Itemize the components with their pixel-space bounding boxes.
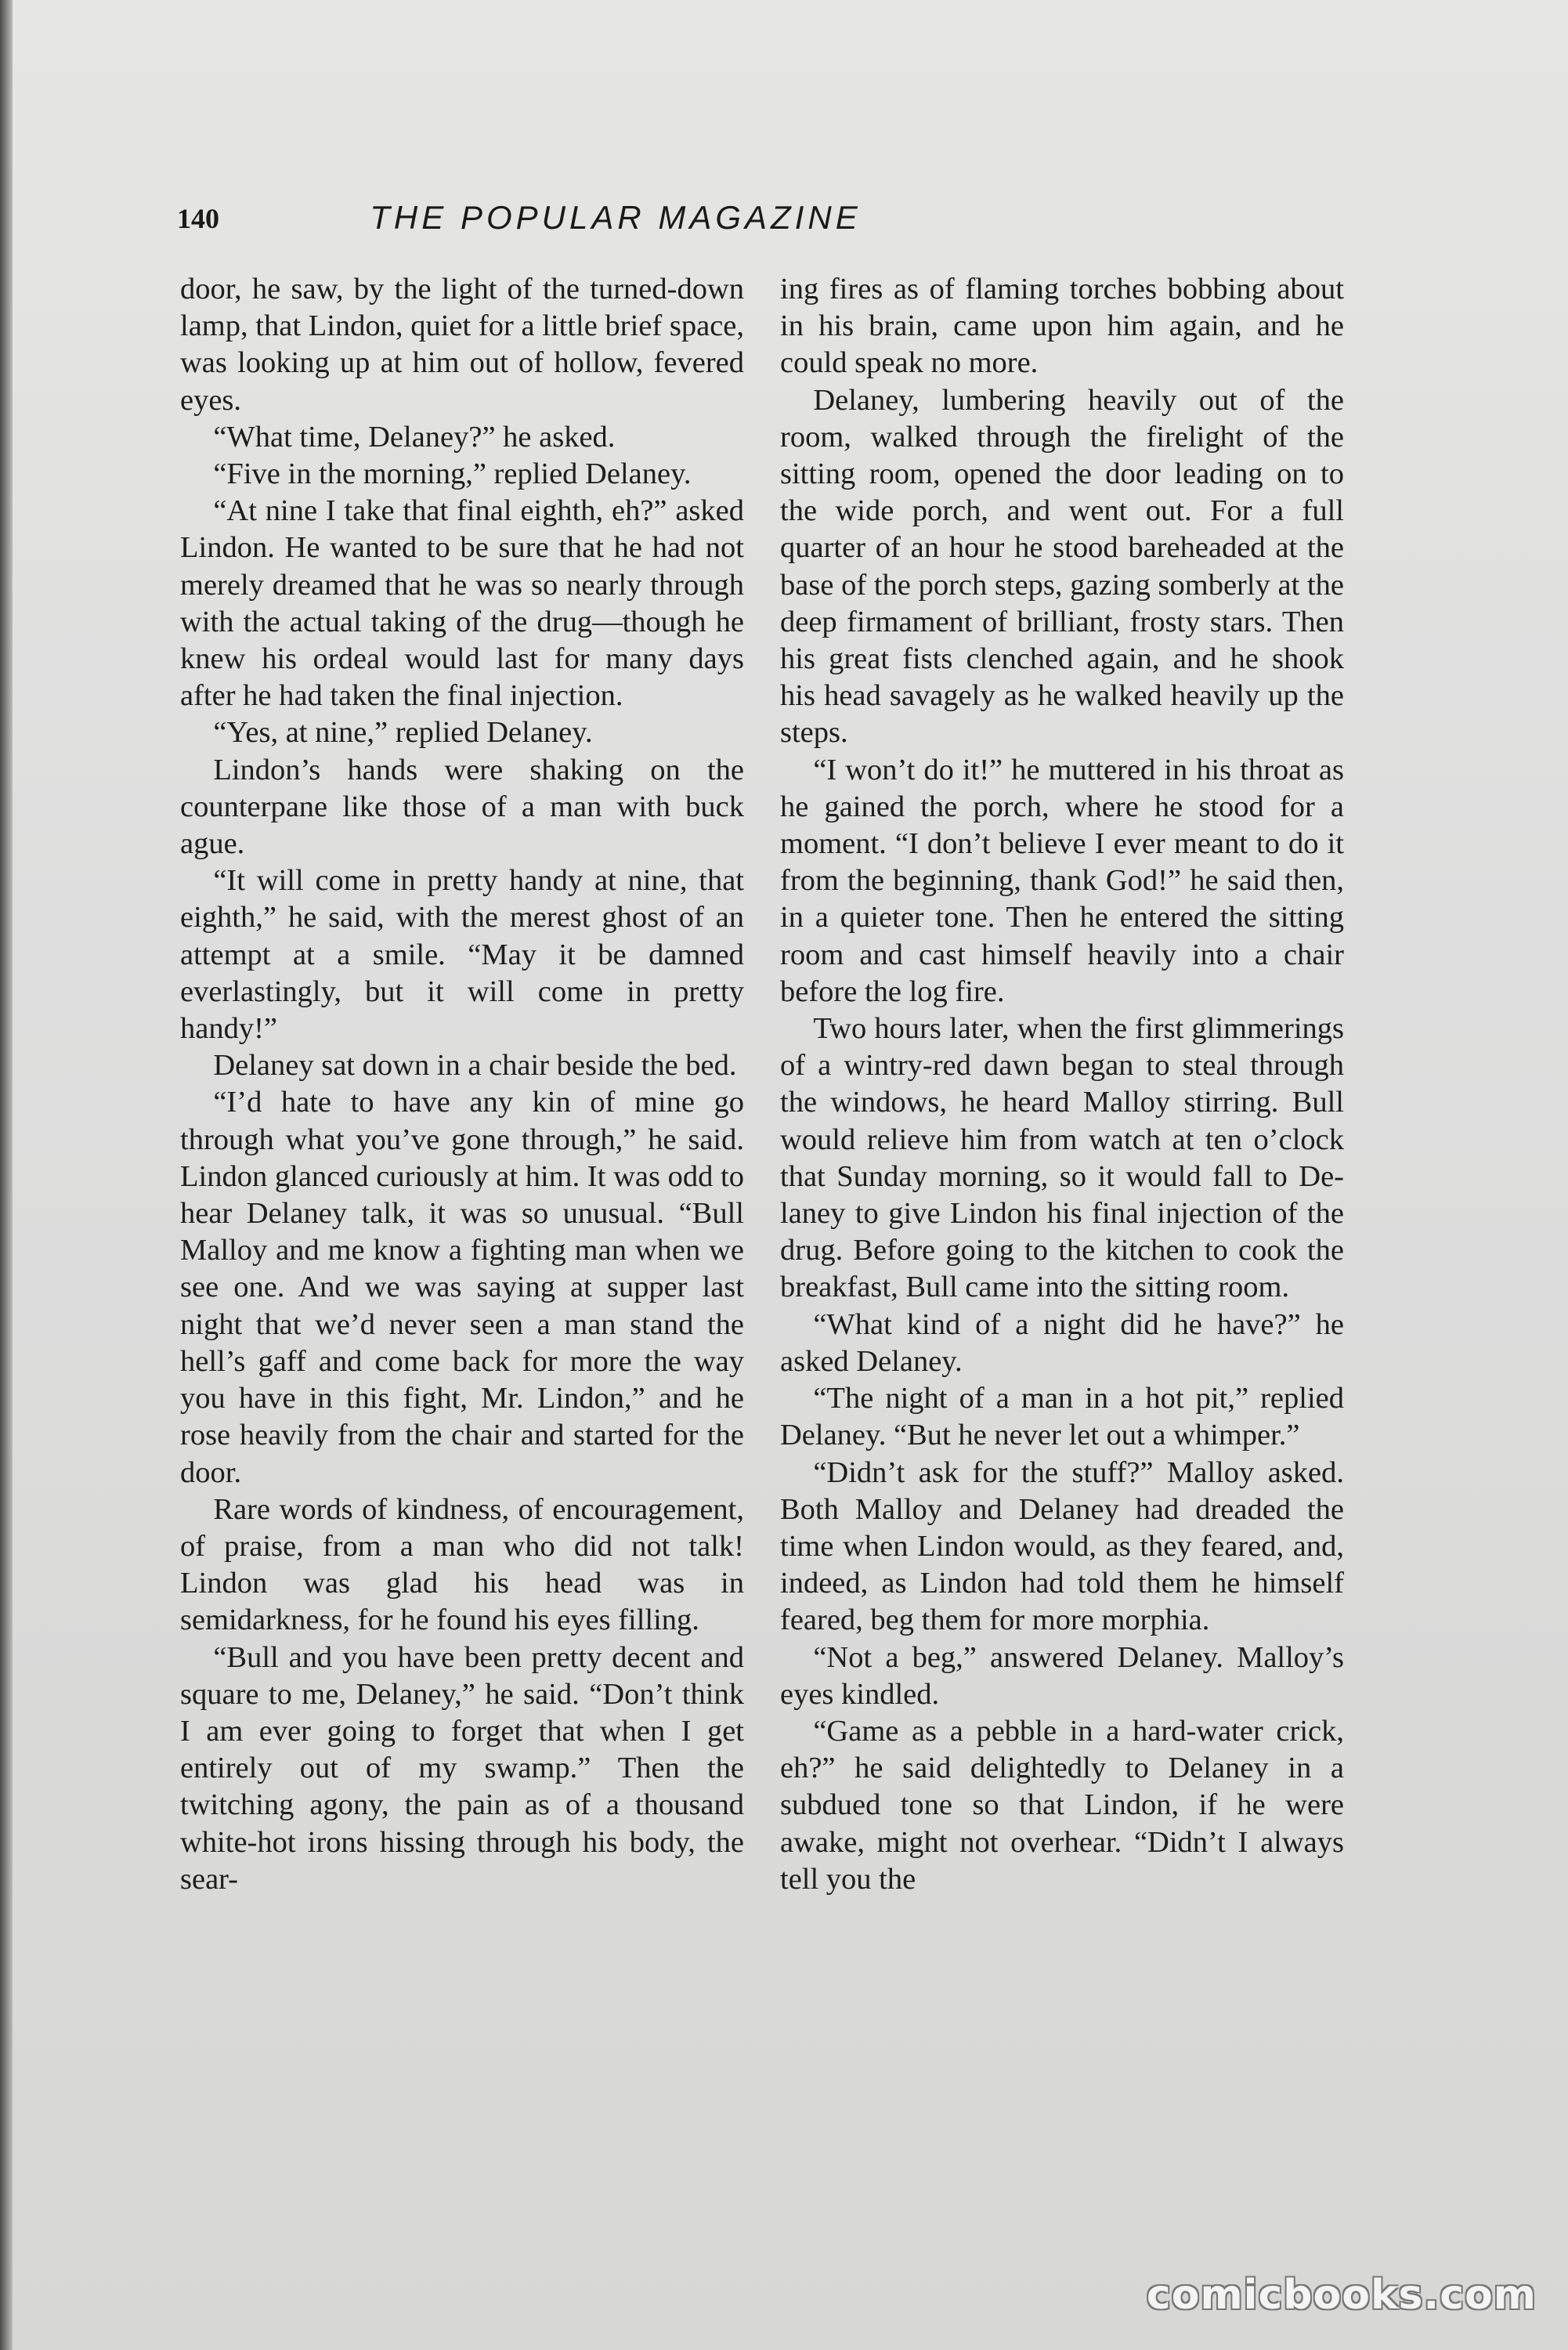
paragraph: “Bull and you have been pretty decent and square to me, Delaney,” he said. “Don’t think I am ever going to forget that when I get entirely out of my swamp.” Then the twitching agony, the pain as of a thousand white-hot irons hissing through his body, the sear- [180,1640,744,1896]
right-text-column [780,271,1344,1898]
paragraph: door, he saw, by the light of the turned-down lamp, that Lindon, quiet for a little brief space, was looking up at him out of hollow, fevered eyes. [180,273,744,417]
paragraph: “Didn’t ask for the stuff?” Malloy asked. Both Malloy and Delaney had dreaded the time when Lindon would, as they feared, and, indeed, as Lindon had told them he himself feared, beg them for more morphia. [780,1455,1344,1637]
paragraph: Lindon’s hands were shaking on the counterpane like those of a man with buck ague. [180,753,744,861]
paragraph: Delaney sat down in a chair beside the bed. [213,1049,737,1083]
paragraph: “Yes, at nine,” replied Delaney. [213,716,593,750]
paragraph: “The night of a man in a hot pit,” replied Delaney. “But he never let out a whimper.” [780,1382,1344,1452]
paragraph: “Five in the morning,” replied Delaney. [213,457,692,491]
paragraph: “I’d hate to have any kin of mine go through what you’ve gone through,” he said. Lindon glanced curiously at him. It was odd to hear Delaney talk, it was so unusual. “Bull Malloy and me know a fighting man when we see one. And we was saying at supper last night that we’d never seen a man stand the hell’s gaff and come back for more the way you have in this fight, Mr. Lindon,” and he rose heavily from the chair and started for the door. [180,1086,744,1489]
paragraph: “At nine I take that final eighth, eh?” asked Lindon. He wanted to be sure that he had not merely dreamed that he was so nearly through with the actual taking of the drug—though he knew his ordeal would last for many days after he had taken the final injection. [180,494,744,713]
watermark-logo: comicbooks.com [1146,2272,1537,2319]
page-number: 140 [177,203,219,234]
paragraph: Two hours later, when the first glimmerings of a wintry-red dawn began to steal through the windows, he heard Malloy stirring. Bull would relieve him from watch at ten o’clock that Sunday morning, so it would fall to Delaney to give Lindon his final injection of the drug. Before going to the kitchen to cook the breakfast, Bull came into the sitting room. [780,1012,1344,1304]
paragraph: Delaney, lumbering heavily out of the room, walked through the firelight of the sitting room, opened the door leading on to the wide porch, and went out. For a full quarter of an hour he stood bareheaded at the base of the porch steps, gazing somberly at the deep firmament of brilliant, frosty stars. Then his great fists clenched again, and he shook his head savagely as he walked heavily up the steps. [780,383,1344,750]
paragraph: “Not a beg,” answered Delaney. Malloy’s eyes kindled. [780,1640,1344,1711]
paragraph: ing fires as of flaming torches bobbing about in his brain, came upon him again, and he could speak no more. [780,273,1344,380]
page-header [177,199,1007,249]
page-binding-edge [0,0,13,2350]
paragraph: Rare words of kindness, of encouragement, of praise, from a man who did not talk! Lindon was glad his head was in semidarkness, for he found his eyes filling. [180,1492,744,1637]
left-text-column [180,271,744,1898]
paragraph: “It will come in pretty handy at nine, that eighth,” he said, with the merest ghost of an attempt at a smile. “May it be damned everlastingly, but it will come in pretty handy!” [180,864,744,1046]
paragraph: “Game as a pebble in a hard-water crick, eh?” he said delightedly to Delaney in a subdued tone so that Lindon, if he were awake, might not overhear. “Didn’t I always tell you the [780,1714,1344,1896]
paragraph: “What time, Delaney?” he asked. [213,420,616,454]
paragraph: “I won’t do it!” he muttered in his throat as he gained the porch, where he stood for a moment. “I don’t believe I ever meant to do it from the beginning, thank God!” he said then, in a quieter tone. Then he entered the sitting room and cast himself heavily into a chair before the log fire. [780,753,1344,1008]
paragraph: “What kind of a night did he have?” he asked Delaney. [780,1307,1344,1378]
magazine-title: THE POPULAR MAGAZINE [370,199,862,236]
